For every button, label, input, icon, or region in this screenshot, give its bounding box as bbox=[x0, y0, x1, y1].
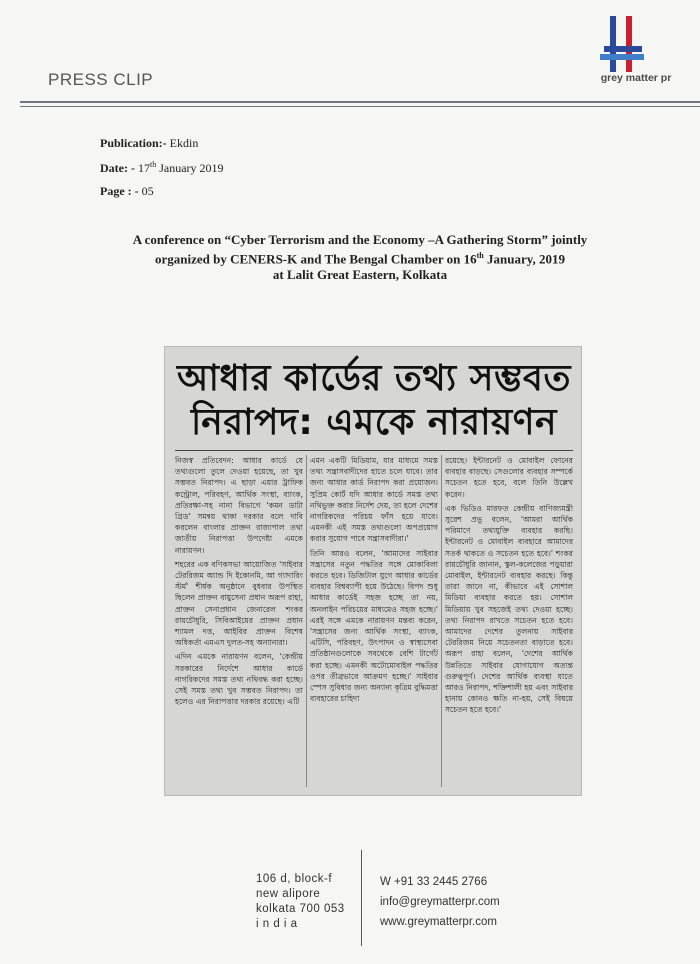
publication-label: Publication:- bbox=[100, 136, 167, 150]
date-day: 17 bbox=[137, 161, 150, 175]
page-line bbox=[100, 184, 154, 199]
date-rest: January 2019 bbox=[159, 161, 224, 175]
phone-number: W +91 33 2445 2766 bbox=[380, 876, 488, 888]
clipping-headline bbox=[165, 357, 583, 445]
headline-line-3: at Lalit Great Eastern, Kolkata bbox=[272, 267, 448, 283]
email-address[interactable]: info@greymatterpr.com bbox=[380, 896, 500, 908]
article-paragraph: এক ভিডিও মারফত কেন্দ্রীয় বাণিজ্যমন্ত্রী সুরেশ প্রভু বলেন, 'আমরা আর্থিক পরিমাণে তথ্যযুক্তি ব্যবহার করছি। ইন্টারনেট ও মোবাইল ব্যবহারে আমাদের সতর্ক থাকতে ও সচেতন হতে হবে।' শংকর রায়চৌধুরি জানান, স্কুল-কলেজের পড়ুয়ারা মোবাইল, ইন্টারনেট ব্যবহার করছে। কিন্তু তারা জানে না, কীভাবে এই সোশাল মিডিয়া ব্যবহার করতে হয়। সোশাল মিডিয়ায় খুব সহজেই তথ্য দেওয়া হচ্ছে। তথ্য নিরাপদ রাখতে সচেতন হতে হবে। আমাদের দেশের তুলনায় সাইবার টেররিজম নিয়ে সচেতনতা বাড়াতে হবে। অরূপ রাহা বলেন, 'দেশের আর্থিক উন্নতিতে সাইবার যোগাযোগ অত্যন্ত গুরুত্বপূর্ণ। দেশের আর্থিক ব্যবস্থা যাতে আরও নিরাপদ, শক্তিশালী হয় এবং সাইবার হানায় কোনও ক্ষতি না-হয়, সেই বিষয়ে সচেতন হতে হবে।' bbox=[445, 503, 573, 715]
article-paragraph: এদিন এমকে নারায়ণন বলেন, 'কেন্দ্রীয় সরকারের নির্দেশে আধার কার্ডে নাগরিকদের সমস্ত তথ্য নথিবদ্ধ করা হচ্ছে। সেই সমস্ত তথ্য খুব সম্ভবত নিরাপদ। তা হলেও এর নিরাপত্তার দরকার রয়েছে। এটি bbox=[175, 652, 303, 707]
headline-line-2-sup: th bbox=[476, 251, 484, 260]
publication-line bbox=[100, 136, 198, 151]
page-title: PRESS CLIP bbox=[48, 70, 154, 89]
page-value: 05 bbox=[141, 184, 154, 198]
address-line: new alipore bbox=[256, 888, 321, 900]
page-label: Page : - bbox=[100, 184, 139, 198]
column-divider bbox=[441, 455, 442, 787]
header-divider bbox=[20, 101, 700, 103]
date-line bbox=[100, 160, 224, 176]
article-column-1 bbox=[175, 455, 303, 710]
article-paragraph: রয়েছে। ইন্টারনেট ও মোবাইল ফোনের ব্যবহার বাড়ছে। সেগুলোর ব্যবহার সম্পর্কে সচেতন হতে হবে, বলে তিনি উল্লেখ করেন। bbox=[445, 456, 573, 499]
article-paragraph: শহরের এক বণিকসভা আয়োজিত 'সাইবার টেররিজম অ্যান্ড দি ইকোনমি, আ গ্যাদারিং স্টর্ম' শীর্ষক অনুষ্ঠানে বুধবার উপস্থিত ছিলেন প্রাক্তন বায়ুসেনা প্রধান অরূপ রাহা, প্রাক্তন সেনাপ্রধান জেনারেল শংকর রায়চৌধুরি, সিবিআইয়ের প্রাক্তন প্রধান শ্যামল দত্ত, আইবির প্রাক্তন বিশেষ অধিকর্তা এমএস দুলত-সহ অন্যান্যরা। bbox=[175, 559, 303, 648]
footer-divider bbox=[361, 850, 362, 946]
headline-line-2-post: January, 2019 bbox=[487, 251, 566, 267]
clipping-headline-line-1: আধার কার্ডের তথ্য সম্ভবত bbox=[177, 358, 571, 399]
date-label: Date: - bbox=[100, 161, 135, 175]
clipping-headline-line-2: নিরাপদ: এমকে নারায়ণন bbox=[190, 402, 557, 443]
address-line: 106 d, block-f bbox=[256, 873, 333, 885]
headline-line-2 bbox=[80, 248, 640, 267]
footer-address bbox=[256, 872, 345, 932]
headline-line-1: A conference on “Cyber Terrorism and the Economy –A Gathering Storm” jointly bbox=[132, 232, 588, 247]
newspaper-clipping bbox=[164, 346, 582, 796]
brand-name: grey matter pr bbox=[600, 72, 672, 84]
article-column-2 bbox=[310, 455, 438, 707]
clipping-divider bbox=[175, 450, 573, 451]
address-line: i n d i a bbox=[256, 918, 298, 930]
website-link[interactable]: www.greymatterpr.com bbox=[380, 916, 497, 928]
address-line: kolkata 700 053 bbox=[256, 903, 345, 915]
article-column-3 bbox=[445, 455, 573, 719]
article-paragraph: তিনি আরও বলেন, 'আমাদের সাইবার সন্ত্রাসের নতুন পদ্ধতির সঙ্গে মোকাবিলা করতে হবে। ডিজিটাল যুগে আধার কার্ডের ব্যবহার বিশ্বব্যাপী হয়ে উঠেছে। বিপদ শুধু আধার কার্ডেই সহজ হচ্ছে তা নয়, অনলাইন পরিচয়ের মাধ্যমেও সহজ হচ্ছে।' এরই সঙ্গে এমকে নারায়ণন মন্তব্য করেন, 'সন্ত্রাসের জন্য আর্থিক সংস্থা, ব্যাংক, এটিসি, পরিবহণ, উৎপাদন ও স্বাস্থ্যসেবা প্রতিষ্ঠানগুলোকে সবথেকে বেশি টার্গেট করা হচ্ছে। এমনকী অটোমোবাইল পদ্ধতির ওপর তীব্রভাবে আক্রমণ হচ্ছে।' সাইবার স্পেস সুবিধার জন্য অন্যান্য কৃত্রিম বুদ্ধিমত্তা ব্যবহারের চাহিদা bbox=[310, 548, 438, 704]
article-paragraph: নিজস্ব প্রতিবেদন: আধার কার্ডে যে তথ্যগুলো তুলে দেওয়া হয়েছে, তা খুব সম্ভবত নিরাপদ। এ ছাড়া এয়ার ট্রাফিক কন্ট্রোল, পরিবহণ, আর্থিক সংস্থা, ব্যাংক, প্রতিরক্ষা-সহ নানা বিভাগে 'কমন ডাটা গ্রিড' সমন্বয় থাকা দরকার বলে দাবি করলেন বাংলার প্রাক্তন রাজ্যপাল তথা জাতীয় নিরাপত্তা উপদেষ্টা এমকে নারায়ণন। bbox=[175, 456, 303, 555]
event-headline bbox=[80, 232, 640, 283]
headline-line-2-pre: organized by CENERS-K and The Bengal Chamber on 16 bbox=[154, 251, 477, 267]
article-paragraph: এমন একটি মিডিয়াম, যার মাধ্যমে সমস্ত তথ্য সন্ত্রাসবাদীদের হাতে চলে যাবে। তার জন্য আধার কার্ড নিরাপদ করা প্রয়োজন। সুপ্রিম কোর্ট যদি আধার কার্ডে সমস্ত তথ্য নথিভুক্ত করার নির্দেশ দেয়, তা হলে দেশের নাগরিকদের পরিচয় ফাঁস হয়ে যাবে। এমনকী এই সমস্ত তথ্যগুলো অপপ্রয়োগ করার সুযোগ পাবে সন্ত্রাসবাদীরা।' bbox=[310, 456, 438, 544]
date-suffix: th bbox=[149, 160, 157, 169]
column-divider bbox=[306, 455, 307, 787]
publication-value: Ekdin bbox=[169, 136, 199, 150]
header-divider-thin bbox=[20, 106, 700, 107]
footer-contact bbox=[380, 872, 500, 932]
